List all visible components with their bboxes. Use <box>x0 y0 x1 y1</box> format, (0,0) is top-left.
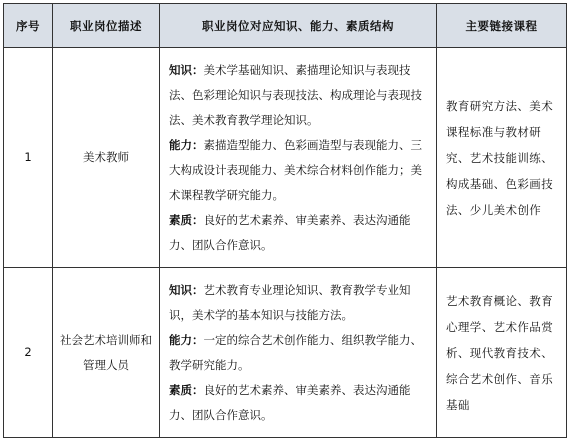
knowledge-text: 美术学基础知识、素描理论知识与表现技法、色彩理论知识与表现技法、构成理论与表现技法、美术教育教学理论知识。 <box>169 62 422 127</box>
knowledge-text: 艺术教育专业理论知识、教育教学专业知识，美术学的基本知识与技能方法。 <box>169 282 411 322</box>
quality-label: 素质： <box>169 212 204 227</box>
row-index: 2 <box>4 268 53 438</box>
header-index: 序号 <box>4 4 53 48</box>
row-position: 美术教师 <box>53 48 160 268</box>
ability-paragraph <box>169 133 431 208</box>
row-courses: 教育研究方法、美术课程标准与教材研究、艺术技能训练、构成基础、色彩画技法、少儿美术创作 <box>437 48 567 268</box>
ability-paragraph <box>169 328 431 378</box>
row-structure <box>160 48 437 268</box>
ability-text: 素描造型能力、色彩画造型与表现能力、三大构成设计表现能力、美术综合材料创作能力；美术课程教学研究能力。 <box>169 137 422 202</box>
table-row <box>4 268 567 438</box>
row-courses: 艺术教育概论、教育心理学、艺术作品赏析、现代教育技术、综合艺术创作、音乐基础 <box>437 268 567 438</box>
quality-paragraph <box>169 378 431 428</box>
quality-text: 良好的艺术素养、审美素养、表达沟通能力、团队合作意识。 <box>169 212 411 252</box>
ability-label: 能力： <box>169 137 204 152</box>
knowledge-label: 知识： <box>169 282 204 297</box>
row-structure <box>160 268 437 438</box>
row-position: 社会艺术培训师和管理人员 <box>53 268 160 438</box>
header-row <box>4 4 567 48</box>
header-structure: 职业岗位对应知识、能力、素质结构 <box>160 4 437 48</box>
quality-text: 良好的艺术素养、审美素养、表达沟通能力、团队合作意识。 <box>169 382 411 422</box>
quality-label: 素质： <box>169 382 204 397</box>
knowledge-paragraph <box>169 278 431 328</box>
knowledge-paragraph <box>169 58 431 133</box>
row-index: 1 <box>4 48 53 268</box>
ability-label: 能力： <box>169 332 204 347</box>
table-row <box>4 48 567 268</box>
career-table <box>3 3 567 438</box>
knowledge-label: 知识： <box>169 62 204 77</box>
header-courses: 主要链接课程 <box>437 4 567 48</box>
quality-paragraph <box>169 208 431 258</box>
ability-text: 一定的综合艺术创作能力、组织教学能力、教学研究能力。 <box>169 332 422 372</box>
header-position: 职业岗位描述 <box>53 4 160 48</box>
